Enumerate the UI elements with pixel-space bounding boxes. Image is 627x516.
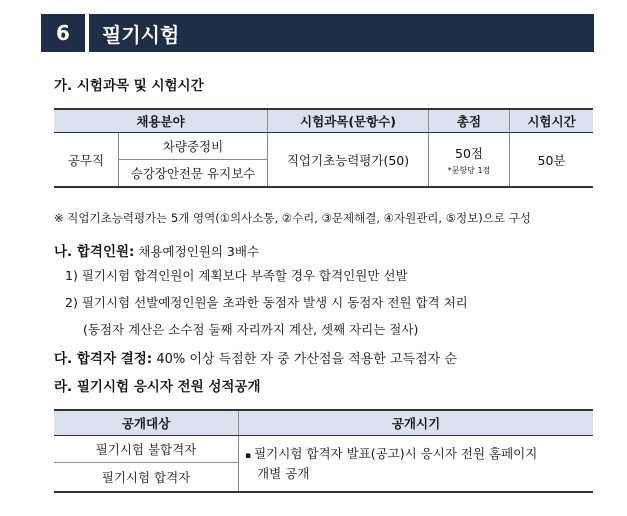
target-cell: 필기시험 불합격자 <box>54 436 239 463</box>
area-note: ※ 직업기초능력평가는 5개 영역(①의사소통, ②수리, ③문제해결, ④자원관리, ⑤정보)으로 구성 <box>54 211 531 225</box>
col-header-period: 공개시기 <box>239 410 594 436</box>
target-cell: 필기시험 합격자 <box>54 463 239 493</box>
period-line-1: 필기시험 합격자 발표(공고)시 응시자 전원 홈페이지 <box>254 446 538 461</box>
subsection-label-c: 다. 합격자 결정: <box>54 351 153 367</box>
list-item: (동점자 계산은 소수점 둘째 자리까지 계산, 셋째 자리는 절사) <box>83 322 419 337</box>
subsection-label-b: 나. 합격인원: <box>54 244 135 260</box>
section-number: 6 <box>41 14 85 52</box>
bullet-icon: ▪ <box>245 451 252 461</box>
col-header-score: 총점 <box>429 109 510 133</box>
section-title: 필기시험 <box>89 14 594 52</box>
field-cell: 공무직 <box>54 133 119 188</box>
time-cell: 50분 <box>510 133 594 188</box>
col-header-time: 시험시간 <box>510 109 594 133</box>
subsection-title-a: 가. 시험과목 및 시험시간 <box>54 78 204 94</box>
period-cell <box>239 436 594 493</box>
sub-field-cell: 차량중정비 <box>119 133 268 160</box>
col-header-subject: 시험과목(문항수) <box>268 109 429 133</box>
period-line-2: 개별 공개 <box>257 466 310 481</box>
col-header-target: 공개대상 <box>54 410 239 436</box>
list-item: 2) 필기시험 선발예정인원을 초과한 동점자 발생 시 동점자 전원 합격 처리 <box>65 295 468 310</box>
subsection-title-d: 라. 필기시험 응시자 전원 성적공개 <box>54 379 261 395</box>
subsection-c <box>54 347 457 367</box>
exam-subject-table <box>54 108 593 188</box>
col-header-field: 채용분야 <box>54 109 268 133</box>
subsection-text-c: 40% 이상 득점한 자 중 가산점을 적용한 고득점자 순 <box>152 352 457 367</box>
subsection-b <box>54 240 259 260</box>
subsection-text-b: 채용예정인원의 3배수 <box>134 244 260 259</box>
score-value: 50점 <box>455 145 483 161</box>
sub-field-cell: 승강장안전문 유지보수 <box>119 160 268 188</box>
list-item: 1) 필기시험 합격인원이 계획보다 부족할 경우 합격인원만 선발 <box>65 268 408 283</box>
score-cell <box>429 133 510 188</box>
subject-cell: 직업기초능력평가(50) <box>268 133 429 188</box>
score-disclosure-table <box>54 409 593 493</box>
score-note: *문항당 1점 <box>447 165 491 175</box>
